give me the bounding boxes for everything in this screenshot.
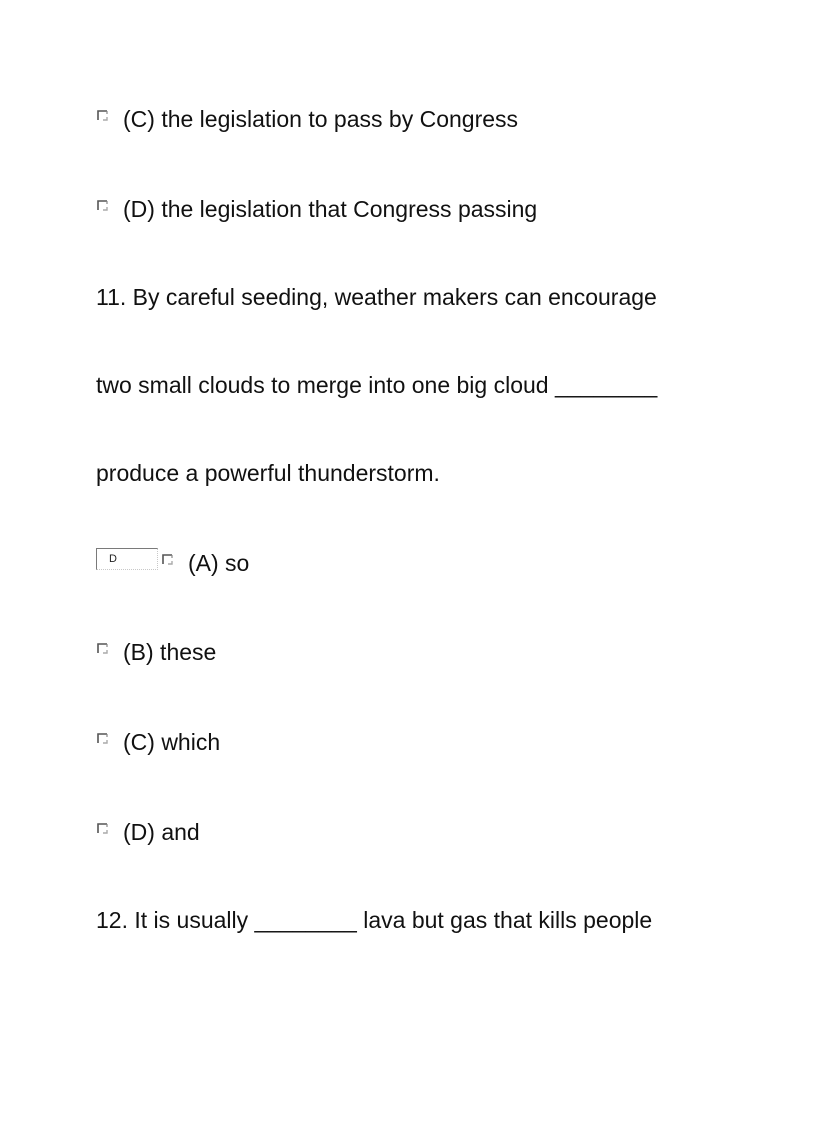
q10-option-c[interactable] [96,105,518,133]
radio-button-icon[interactable] [96,109,109,122]
q11-option-d[interactable] [96,818,200,846]
question-12-text-line-1: 12. It is usually ________ lava but gas that kills people [96,907,653,933]
option-label: (C) which [123,729,221,755]
option-label: (C) the legislation to pass by Congress [123,106,519,132]
question-11-text-line-2: two small clouds to merge into one big cloud ________ [96,372,658,398]
option-label: (B) these [123,639,217,665]
radio-button-icon[interactable] [161,553,174,566]
option-label: (D) and [123,819,200,845]
radio-button-icon[interactable] [96,732,109,745]
radio-button-icon[interactable] [96,642,109,655]
q11-option-a[interactable] [96,549,249,577]
q10-option-d[interactable] [96,195,537,223]
answer-input[interactable]: D [96,548,158,570]
radio-button-icon[interactable] [96,199,109,212]
q11-option-c[interactable] [96,728,220,756]
q11-option-b[interactable] [96,638,216,666]
question-11-text-line-3: produce a powerful thunderstorm. [96,460,440,486]
radio-button-icon[interactable] [96,822,109,835]
option-label: (D) the legislation that Congress passing [123,196,538,222]
question-11-text-line-1: 11. By careful seeding, weather makers can encourage [96,284,657,310]
option-label: (A) so [188,550,250,576]
